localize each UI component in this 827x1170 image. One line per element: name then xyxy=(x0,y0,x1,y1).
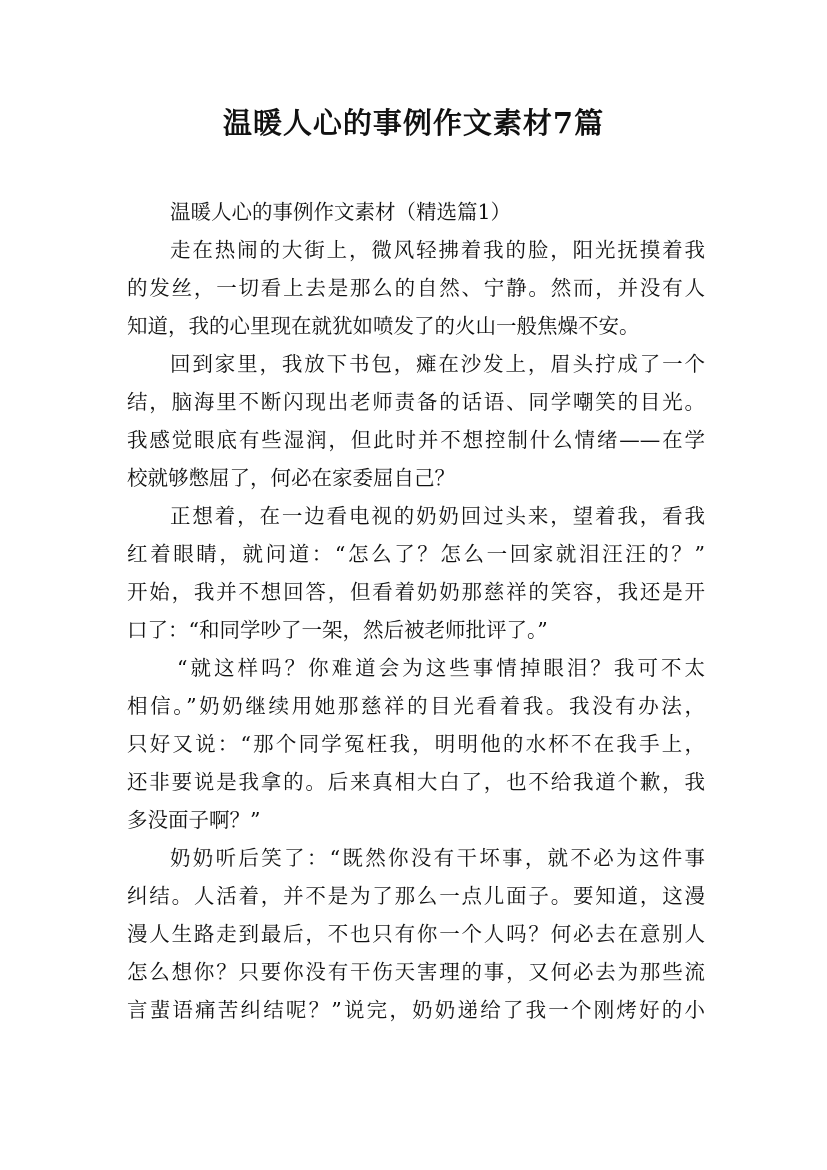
paragraph-line: 回到家里，我放下书包，瘫在沙发上，眉头拧成了一个 xyxy=(170,352,705,376)
paragraph-line: “就这样吗？你难道会为这些事情掉眼泪？我可不太 xyxy=(177,656,705,680)
paragraph-line: 结，脑海里不断闪现出老师责备的话语、同学嘲笑的目光。 xyxy=(127,390,705,414)
paragraph-line: 校就够憋屈了，何必在家委屈自己？ xyxy=(127,466,455,490)
paragraph-line: 开始，我并不想回答，但看着奶奶那慈祥的笑容，我还是开 xyxy=(127,580,705,604)
paragraph-line: 还非要说是我拿的。后来真相大白了，也不给我道个歉，我 xyxy=(127,770,705,794)
paragraph-line: 走在热闹的大街上，微风轻拂着我的脸，阳光抚摸着我 xyxy=(170,238,705,262)
paragraph-line: 奶奶听后笑了：“既然你没有干坏事，就不必为这件事 xyxy=(170,846,705,870)
paragraph-line: 怎么想你？只要你没有干伤天害理的事，又何必去为那些流 xyxy=(127,960,705,984)
paragraph-line: 纠结。人活着，并不是为了那么一点儿面子。要知道，这漫 xyxy=(127,884,705,908)
document-title: 温暖人心的事例作文素材7篇 xyxy=(222,106,605,140)
paragraph-line: 言蜚语痛苦纠结呢？”说完，奶奶递给了我一个刚烤好的小 xyxy=(127,998,705,1022)
paragraph-line: 的发丝，一切看上去是那么的自然、宁静。然而，并没有人 xyxy=(127,276,705,300)
paragraph-line: 红着眼睛，就问道：“怎么了？怎么一回家就泪汪汪的？” xyxy=(127,542,705,566)
paragraph-line: 口了：“和同学吵了一架，然后被老师批评了。” xyxy=(127,618,548,642)
section-heading: 温暖人心的事例作文素材（精选篇1） xyxy=(170,200,512,224)
paragraph-line: 只好又说：“那个同学冤枉我，明明他的水杯不在我手上， xyxy=(127,732,705,756)
paragraph-line: 知道，我的心里现在就犹如喷发了的火山一般焦燥不安。 xyxy=(127,314,640,338)
paragraph-line: 漫人生路走到最后，不也只有你一个人吗？何必去在意别人 xyxy=(127,922,705,946)
paragraph-line: 相信。”奶奶继续用她那慈祥的目光看着我。我没有办法， xyxy=(127,694,705,718)
paragraph-line: 我感觉眼底有些湿润，但此时并不想控制什么情绪——在学 xyxy=(127,428,705,452)
paragraph-line: 多没面子啊？” xyxy=(127,808,261,832)
document-body xyxy=(127,193,705,1029)
paragraph-line: 正想着，在一边看电视的奶奶回过头来，望着我，看我 xyxy=(170,504,705,528)
